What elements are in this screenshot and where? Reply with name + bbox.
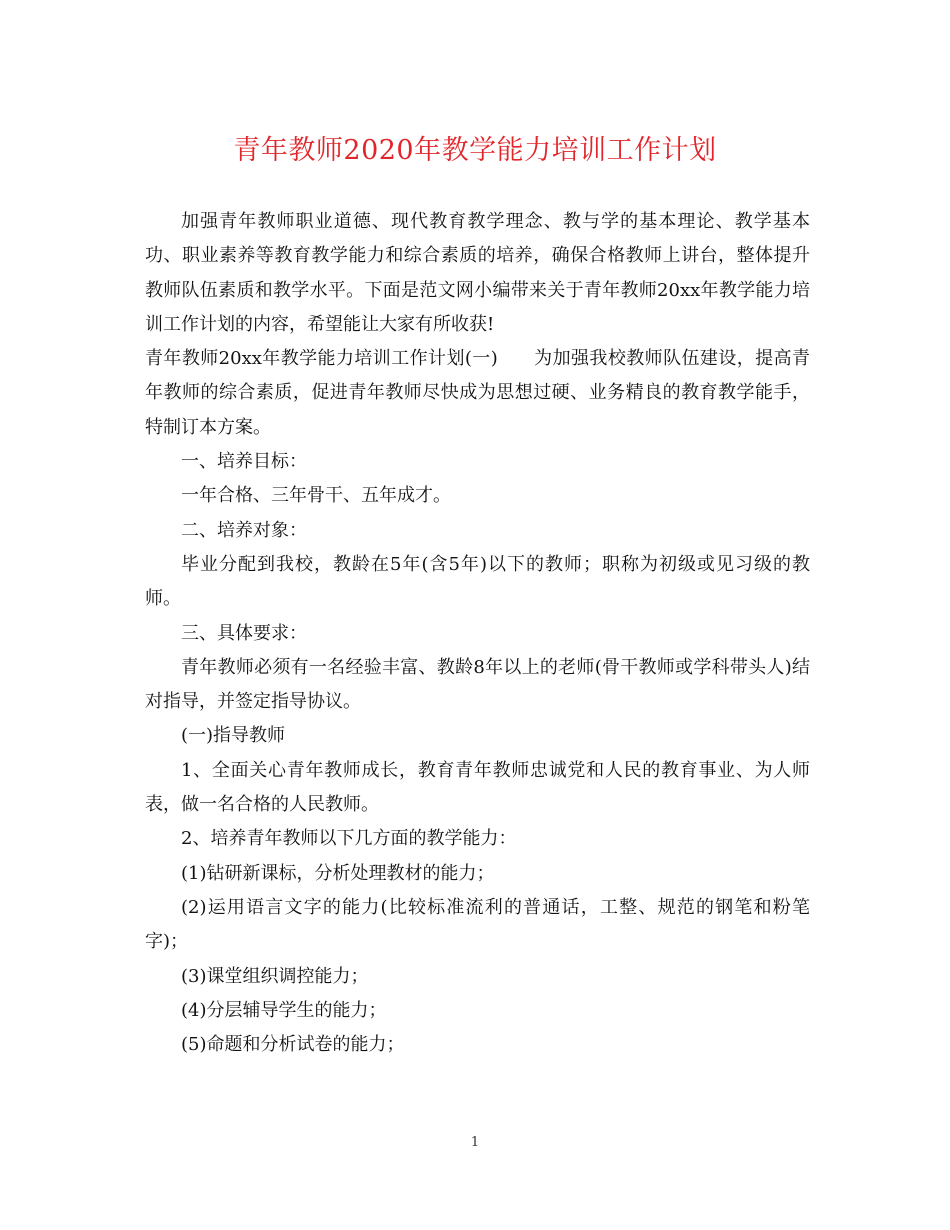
section-heading: 三、具体要求： [181, 622, 307, 644]
section-body: 毕业分配到我校，教龄在5年(含5年)以下的教师；职称为初级或见习级的教师。 [145, 553, 810, 610]
section-heading: 二、培养对象： [181, 519, 307, 541]
ability-item: (5)命题和分析试卷的能力； [181, 1034, 405, 1056]
plan-intro: 为加强我校教师队伍建设，提高青年教师的综合素质，促进青年教师尽快成为思想过硬、业务精良的教育教学能手，特制订本方案。 [145, 348, 810, 438]
page-number: 1 [470, 1135, 480, 1150]
list-item: 1、全面关心青年教师成长，教育青年教师忠诚党和人民的教育事业、为人师表，做一名合格的人民教师。 [145, 759, 810, 816]
ability-item: (3)课堂组织调控能力； [181, 965, 369, 987]
list-item: 2、培养青年教师以下几方面的教学能力： [181, 828, 517, 850]
ability-item: (4)分层辅导学生的能力； [181, 999, 387, 1021]
document-title: 青年教师2020年教学能力培训工作计划 [233, 135, 717, 166]
ability-item: (2)运用语言文字的能力(比较标准流利的普通话，工整、规范的钢笔和粉笔字)； [145, 896, 810, 953]
intro-paragraph: 加强青年教师职业道德、现代教育教学理念、教与学的基本理论、教学基本功、职业素养等教育教学能力和综合素质的培养，确保合格教师上讲台，整体提升教师队伍素质和教学水平。下面是范文网小编带来关于青年教师20xx年教学能力培训工作计划的内容，希望能让大家有所收获! [145, 211, 810, 335]
subsection-heading: (一)指导教师 [181, 725, 286, 747]
document-body [145, 205, 810, 1062]
section-body: 一年合格、三年骨干、五年成才。 [181, 485, 451, 507]
section-body: 青年教师必须有一名经验丰富、教龄8年以上的老师(骨干教师或学科带头人)结对指导，并签定指导协议。 [145, 656, 810, 713]
section-heading: 一、培养目标： [181, 451, 307, 473]
ability-item: (1)钻研新课标，分析处理教材的能力； [181, 862, 495, 884]
plan-heading: 青年教师20xx年教学能力培训工作计划(一) [145, 348, 498, 370]
plan-paragraph [145, 342, 810, 445]
